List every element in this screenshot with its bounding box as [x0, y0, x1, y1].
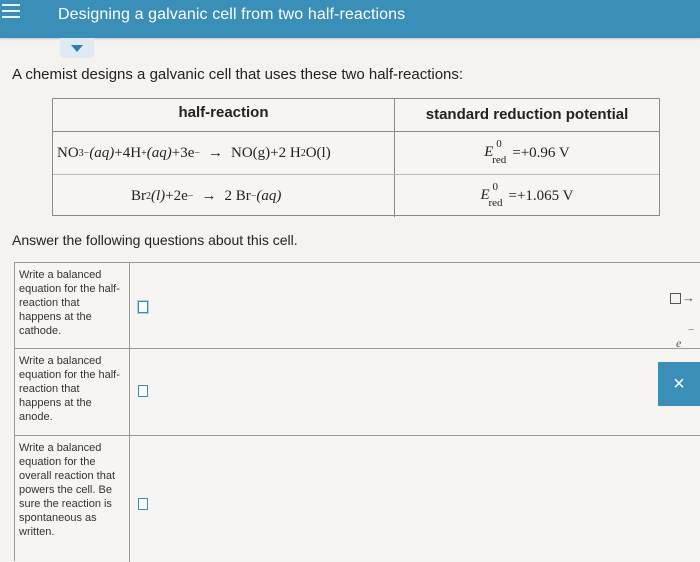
question-row-overall [15, 436, 700, 562]
reaction-arrow-icon[interactable]: → [670, 290, 695, 305]
answer-instructions: Answer the following questions about this cell. [12, 232, 298, 248]
half-reaction-equation: NO 3 − (aq) +4H + (aq) +3e − → NO(g) +2 H 2 O(l) [53, 132, 395, 174]
overall-answer-input[interactable] [138, 498, 148, 510]
question-row-cathode [15, 263, 700, 349]
chevron-down-icon [71, 45, 83, 52]
anode-answer-input[interactable] [138, 385, 148, 397]
column-header-potential: standard reduction potential [425, 106, 629, 123]
column-header-half-reaction: half-reaction [53, 99, 395, 131]
question-row-anode [15, 349, 700, 436]
table-header-row [53, 99, 659, 132]
e-red-symbol: E 0 red [480, 181, 503, 209]
clear-button[interactable]: × [658, 362, 700, 406]
e-red-symbol: E 0 red [484, 138, 507, 166]
half-reactions-table [52, 98, 660, 216]
reduction-potential: E 0 red =+0.96 V [484, 138, 570, 166]
question-label: Write a balanced equation for the half-reaction that happens at the cathode. [19, 269, 120, 337]
reduction-potential: E 0 red =+1.065 V [480, 181, 574, 209]
top-bar [0, 0, 700, 38]
reaction-arrow: → [201, 187, 217, 204]
questions-table [14, 262, 700, 561]
electron-tool-button[interactable]: e − [676, 324, 695, 350]
table-row [53, 132, 659, 175]
table-row [53, 175, 659, 217]
question-label: Write a balanced equation for the half-reaction that happens at the anode. [19, 355, 120, 423]
question-label: Write a balanced equation for the overall reaction that powers the cell. Be sure the reaction is spontaneous as written. [19, 442, 115, 538]
collapse-toggle-button[interactable] [60, 38, 94, 58]
cathode-answer-input[interactable] [138, 301, 148, 313]
page-title: Designing a galvanic cell from two half-reactions [58, 6, 406, 23]
intro-text: A chemist designs a galvanic cell that uses these two half-reactions: [12, 66, 464, 83]
half-reaction-equation: Br 2 (l) +2e − → 2 Br − (aq) [53, 175, 395, 217]
hamburger-menu-icon[interactable] [2, 4, 20, 18]
reaction-arrow: → [208, 144, 224, 161]
